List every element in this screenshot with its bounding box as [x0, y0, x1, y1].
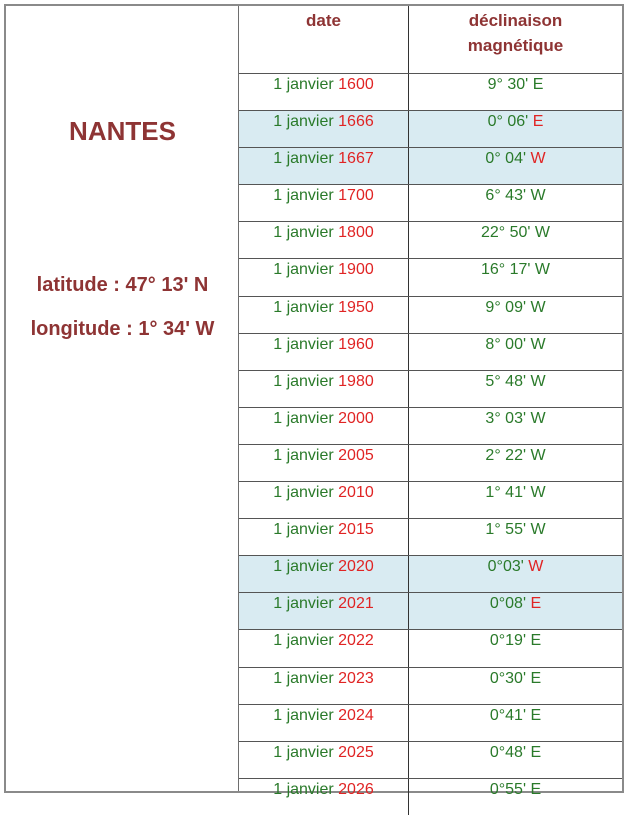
declination-value: 1° 55' — [485, 521, 531, 539]
date-year: 2022 — [338, 632, 374, 650]
date-prefix: 1 janvier — [273, 558, 339, 576]
declination-cell — [409, 407, 623, 444]
table-row — [239, 148, 622, 185]
location-panel — [6, 6, 239, 791]
date-prefix: 1 janvier — [273, 187, 339, 205]
date-cell — [239, 185, 409, 222]
header-declination — [409, 6, 623, 74]
table-row — [239, 259, 622, 296]
date-prefix: 1 janvier — [273, 261, 339, 279]
declination-direction: W — [530, 150, 546, 168]
date-cell — [239, 444, 409, 481]
date-prefix: 1 janvier — [273, 632, 339, 650]
table-row — [239, 741, 622, 778]
declination-direction: W — [530, 409, 546, 427]
date-cell — [239, 333, 409, 370]
declination-direction: E — [530, 743, 542, 761]
declination-cell — [409, 556, 623, 593]
declination-direction: W — [530, 335, 546, 353]
date-cell — [239, 630, 409, 667]
declination-value: 3° 03' — [485, 409, 531, 427]
table-row — [239, 370, 622, 407]
date-prefix: 1 janvier — [273, 113, 339, 131]
table-row — [239, 333, 622, 370]
date-year: 1980 — [338, 372, 374, 390]
date-cell — [239, 593, 409, 630]
declination-cell — [409, 482, 623, 519]
date-year: 1800 — [338, 224, 374, 242]
date-cell — [239, 370, 409, 407]
table-row — [239, 296, 622, 333]
table-row — [239, 482, 622, 519]
date-year: 1600 — [338, 76, 374, 93]
date-year: 2026 — [338, 780, 374, 798]
latitude-label: latitude : 47° 13' N — [36, 274, 209, 296]
declination-document — [4, 4, 624, 798]
table-header-row — [239, 6, 622, 74]
table-row — [239, 593, 622, 630]
declination-cell — [409, 296, 623, 333]
declination-direction: E — [532, 113, 544, 131]
date-year: 2015 — [338, 521, 374, 539]
date-prefix: 1 janvier — [273, 446, 339, 464]
table-row — [239, 444, 622, 481]
date-year: 2010 — [338, 484, 374, 502]
declination-value: 9° 30' — [487, 76, 533, 93]
date-cell — [239, 148, 409, 185]
date-year: 1900 — [338, 261, 374, 279]
declination-direction: W — [528, 558, 544, 576]
declination-direction: W — [534, 224, 551, 242]
header-declination-line1: déclinaison — [468, 11, 563, 30]
declination-cell — [409, 778, 623, 815]
declination-cell — [409, 444, 623, 481]
declination-value: 5° 48' — [485, 372, 531, 390]
declination-direction: W — [530, 187, 546, 205]
declination-cell — [409, 593, 623, 630]
date-prefix: 1 janvier — [273, 595, 339, 613]
city-title: NANTES — [69, 116, 176, 146]
date-prefix: 1 janvier — [273, 780, 339, 798]
date-prefix: 1 janvier — [273, 298, 339, 316]
table-body — [239, 74, 622, 815]
date-prefix: 1 janvier — [273, 224, 339, 242]
declination-value: 9° 09' — [485, 298, 531, 316]
declination-direction: E — [532, 76, 544, 93]
declination-direction: W — [530, 521, 546, 539]
declination-value: 2° 22' — [485, 446, 531, 464]
date-year: 2020 — [338, 558, 374, 576]
declination-cell — [409, 148, 623, 185]
table-row — [239, 519, 622, 556]
date-year: 2000 — [338, 409, 374, 427]
date-cell — [239, 111, 409, 148]
table-row — [239, 556, 622, 593]
date-year: 1950 — [338, 298, 374, 316]
date-year: 2021 — [338, 595, 374, 613]
declination-cell — [409, 667, 623, 704]
declination-direction: E — [530, 669, 542, 687]
declination-value: 0°19' — [489, 632, 531, 650]
date-cell — [239, 259, 409, 296]
declination-direction: W — [530, 372, 546, 390]
date-prefix: 1 janvier — [273, 409, 339, 427]
declination-cell — [409, 630, 623, 667]
date-prefix: 1 janvier — [273, 76, 339, 93]
declination-cell — [409, 704, 623, 741]
table-row — [239, 704, 622, 741]
declination-cell — [409, 519, 623, 556]
date-cell — [239, 778, 409, 815]
declination-direction: E — [530, 632, 542, 650]
table-row — [239, 630, 622, 667]
declination-direction: E — [530, 595, 542, 613]
declination-direction: E — [530, 706, 542, 724]
declination-value: 8° 00' — [485, 335, 531, 353]
declination-value: 0°41' — [489, 706, 531, 724]
table-row — [239, 111, 622, 148]
declination-value: 0°48' — [489, 743, 531, 761]
header-declination-line2: magnétique — [467, 36, 564, 55]
declination-cell — [409, 74, 623, 111]
date-cell — [239, 74, 409, 111]
date-prefix: 1 janvier — [273, 669, 339, 687]
declination-value: 0°30' — [489, 669, 531, 687]
date-prefix: 1 janvier — [273, 150, 339, 168]
declination-value: 16° 17' — [480, 261, 535, 279]
declination-value: 1° 41' — [485, 484, 531, 502]
date-year: 2005 — [338, 446, 374, 464]
date-year: 1700 — [338, 187, 374, 205]
declination-direction: W — [534, 261, 551, 279]
date-cell — [239, 222, 409, 259]
table-row — [239, 667, 622, 704]
declination-cell — [409, 741, 623, 778]
declination-cell — [409, 222, 623, 259]
table-row — [239, 778, 622, 815]
declination-value: 22° 50' — [480, 224, 535, 242]
declination-value: 0°55' — [489, 780, 531, 798]
declination-value: 0°03' — [487, 558, 529, 576]
declination-cell — [409, 185, 623, 222]
date-cell — [239, 741, 409, 778]
date-year: 1960 — [338, 335, 374, 353]
table-row — [239, 407, 622, 444]
declination-direction: W — [530, 298, 546, 316]
date-cell — [239, 482, 409, 519]
date-prefix: 1 janvier — [273, 743, 339, 761]
longitude-label: longitude : 1° 34' W — [30, 318, 215, 340]
declination-cell — [409, 259, 623, 296]
date-prefix: 1 janvier — [273, 372, 339, 390]
declination-value: 0°08' — [489, 595, 531, 613]
date-year: 1667 — [338, 150, 374, 168]
date-prefix: 1 janvier — [273, 484, 339, 502]
table-row — [239, 222, 622, 259]
date-cell — [239, 296, 409, 333]
header-date: date — [239, 6, 409, 74]
date-prefix: 1 janvier — [273, 521, 339, 539]
declination-cell — [409, 333, 623, 370]
date-year: 2023 — [338, 669, 374, 687]
table-row — [239, 185, 622, 222]
date-year: 2024 — [338, 706, 374, 724]
date-cell — [239, 407, 409, 444]
date-year: 2025 — [338, 743, 374, 761]
declination-direction: W — [530, 446, 546, 464]
date-prefix: 1 janvier — [273, 335, 339, 353]
declination-value: 0° 06' — [487, 113, 533, 131]
date-cell — [239, 667, 409, 704]
date-prefix: 1 janvier — [273, 706, 339, 724]
date-cell — [239, 556, 409, 593]
declination-cell — [409, 111, 623, 148]
table-row — [239, 74, 622, 111]
declination-value: 6° 43' — [485, 187, 531, 205]
declination-direction: W — [530, 484, 546, 502]
date-year: 1666 — [338, 113, 374, 131]
date-cell — [239, 519, 409, 556]
declination-cell — [409, 370, 623, 407]
declination-value: 0° 04' — [485, 150, 531, 168]
declination-table — [239, 6, 622, 815]
date-cell — [239, 704, 409, 741]
declination-direction: E — [530, 780, 542, 798]
